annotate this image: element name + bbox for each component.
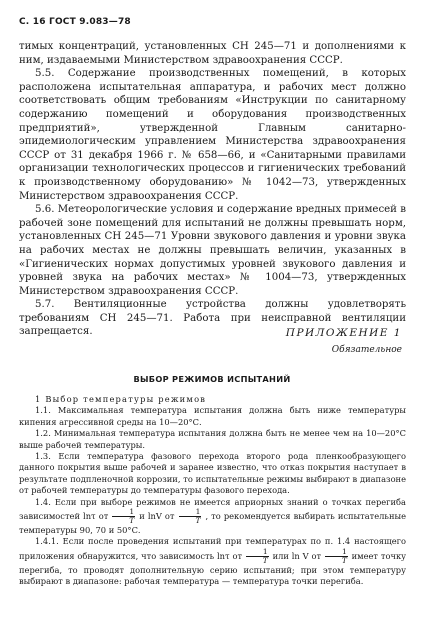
- section-title: ВЫБОР РЕЖИМОВ ИСПЫТАНИЙ: [133, 374, 291, 384]
- page-header: С. 16 ГОСТ 9.083—78: [19, 17, 131, 27]
- fraction-one-over-t: $\frac{1}{T}$: [112, 508, 135, 525]
- section-5-text: [19, 40, 406, 339]
- p1-4-1-text-a: 1.4.1. Если после проведения испытаний при температурах по п. 1.4 настоящего приложения обнаружится, что зависимость lnτ от: [19, 536, 406, 561]
- p1-4-1-text-c: имеет точку перегиба, то проводят дополнительную серию испытаний; при этом температуру выбирают в диапазоне: рабочая температура — температура точки перегиба.: [19, 550, 407, 587]
- fraction-one-over-t: $\frac{1}{T}$: [179, 508, 202, 525]
- paragraph-1-4-1: [19, 536, 406, 587]
- appendix-label: [286, 327, 402, 355]
- paragraph-1-1: 1.1. Максимальная температура испытания должна быть ниже температуры кипения агрессивной среды на 10—20°С.: [19, 405, 406, 427]
- p1-4-text-a: 1.4. Если при выборе режимов не имеется априорных знаний о точках перегиба зависимостей lnτ от: [19, 496, 406, 522]
- fraction-one-over-t: $\frac{1}{T}$: [246, 548, 269, 565]
- paragraph-5-4-continuation: тимых концентраций, установленных СН 245—71 и дополнениями к ним, издаваемыми Министерством здравоохранения СССР.: [19, 41, 406, 66]
- fraction-one-over-t: $\frac{1}{T}$: [325, 548, 348, 565]
- paragraph-1-4: [19, 497, 406, 537]
- p1-4-1-text-b: или ln V от: [272, 550, 322, 561]
- appendix-subtitle: Обязательное: [331, 345, 402, 355]
- subheading-temperature-choice: 1 Выбор температуры режимов: [35, 394, 207, 404]
- p1-4-text-b: и lnV от: [139, 511, 175, 522]
- appendix-title: ПРИЛОЖЕНИЕ 1: [285, 327, 402, 339]
- paragraph-5-6: 5.6. Метеорологические условия и содержание вредных примесей в рабочей зоне помещений для испытаний не должны превышать норм, установленных СН 245—71 Уровни звукового давления и уровни звука на рабочих местах не должны превышать величин, указанных в «Гигиенических нормах допустимых уровней звукового давления и уровней звука на рабочих местах» № 1004—73, утвержденных Министерством здравоохранения СССР.: [19, 204, 406, 297]
- appendix-text: [19, 394, 406, 588]
- paragraph-1-2: 1.2. Минимальная температура испытания должна быть не менее чем на 10—20°С выше рабочей температуры.: [19, 428, 406, 450]
- paragraph-5-7: 5.7. Вентиляционные устройства должны удовлетворять требованиям СН 245—71. Работа при неисправной вентиляции запрещается.: [19, 299, 406, 338]
- paragraph-5-5: 5.5. Содержание производственных помещений, в которых расположена испытательная аппаратура, и рабочих мест должно соответствовать общим требованиям «Инструкции по санитарному содержанию помещений и оборудования производственных предприятий», утвержденной Главным санитарно-эпидемиологическим управлением Министерства здравоохранения СССР от 31 декабря 1966 г. № 658—66, и «Санитарными правилами организации технологических процессов и гигиенических требований к производственному оборудованию» № 1042—73, утвержденных Министерством здравоохранения СССР.: [19, 68, 406, 202]
- p1-4-text-c: , то рекомендуется выбирать испытательные температуры 90, 70 и 50°С.: [19, 511, 406, 536]
- paragraph-1-3: 1.3. Если температура фазового перехода второго рода пленкообразующего данного покрытия выше рабочей и заранее известно, что отказ покрытия наступает в результате подпленочной коррозии, то испытательные режимы выбирают в диапазоне от рабочей температуры до температуры фазового перехода.: [19, 451, 406, 496]
